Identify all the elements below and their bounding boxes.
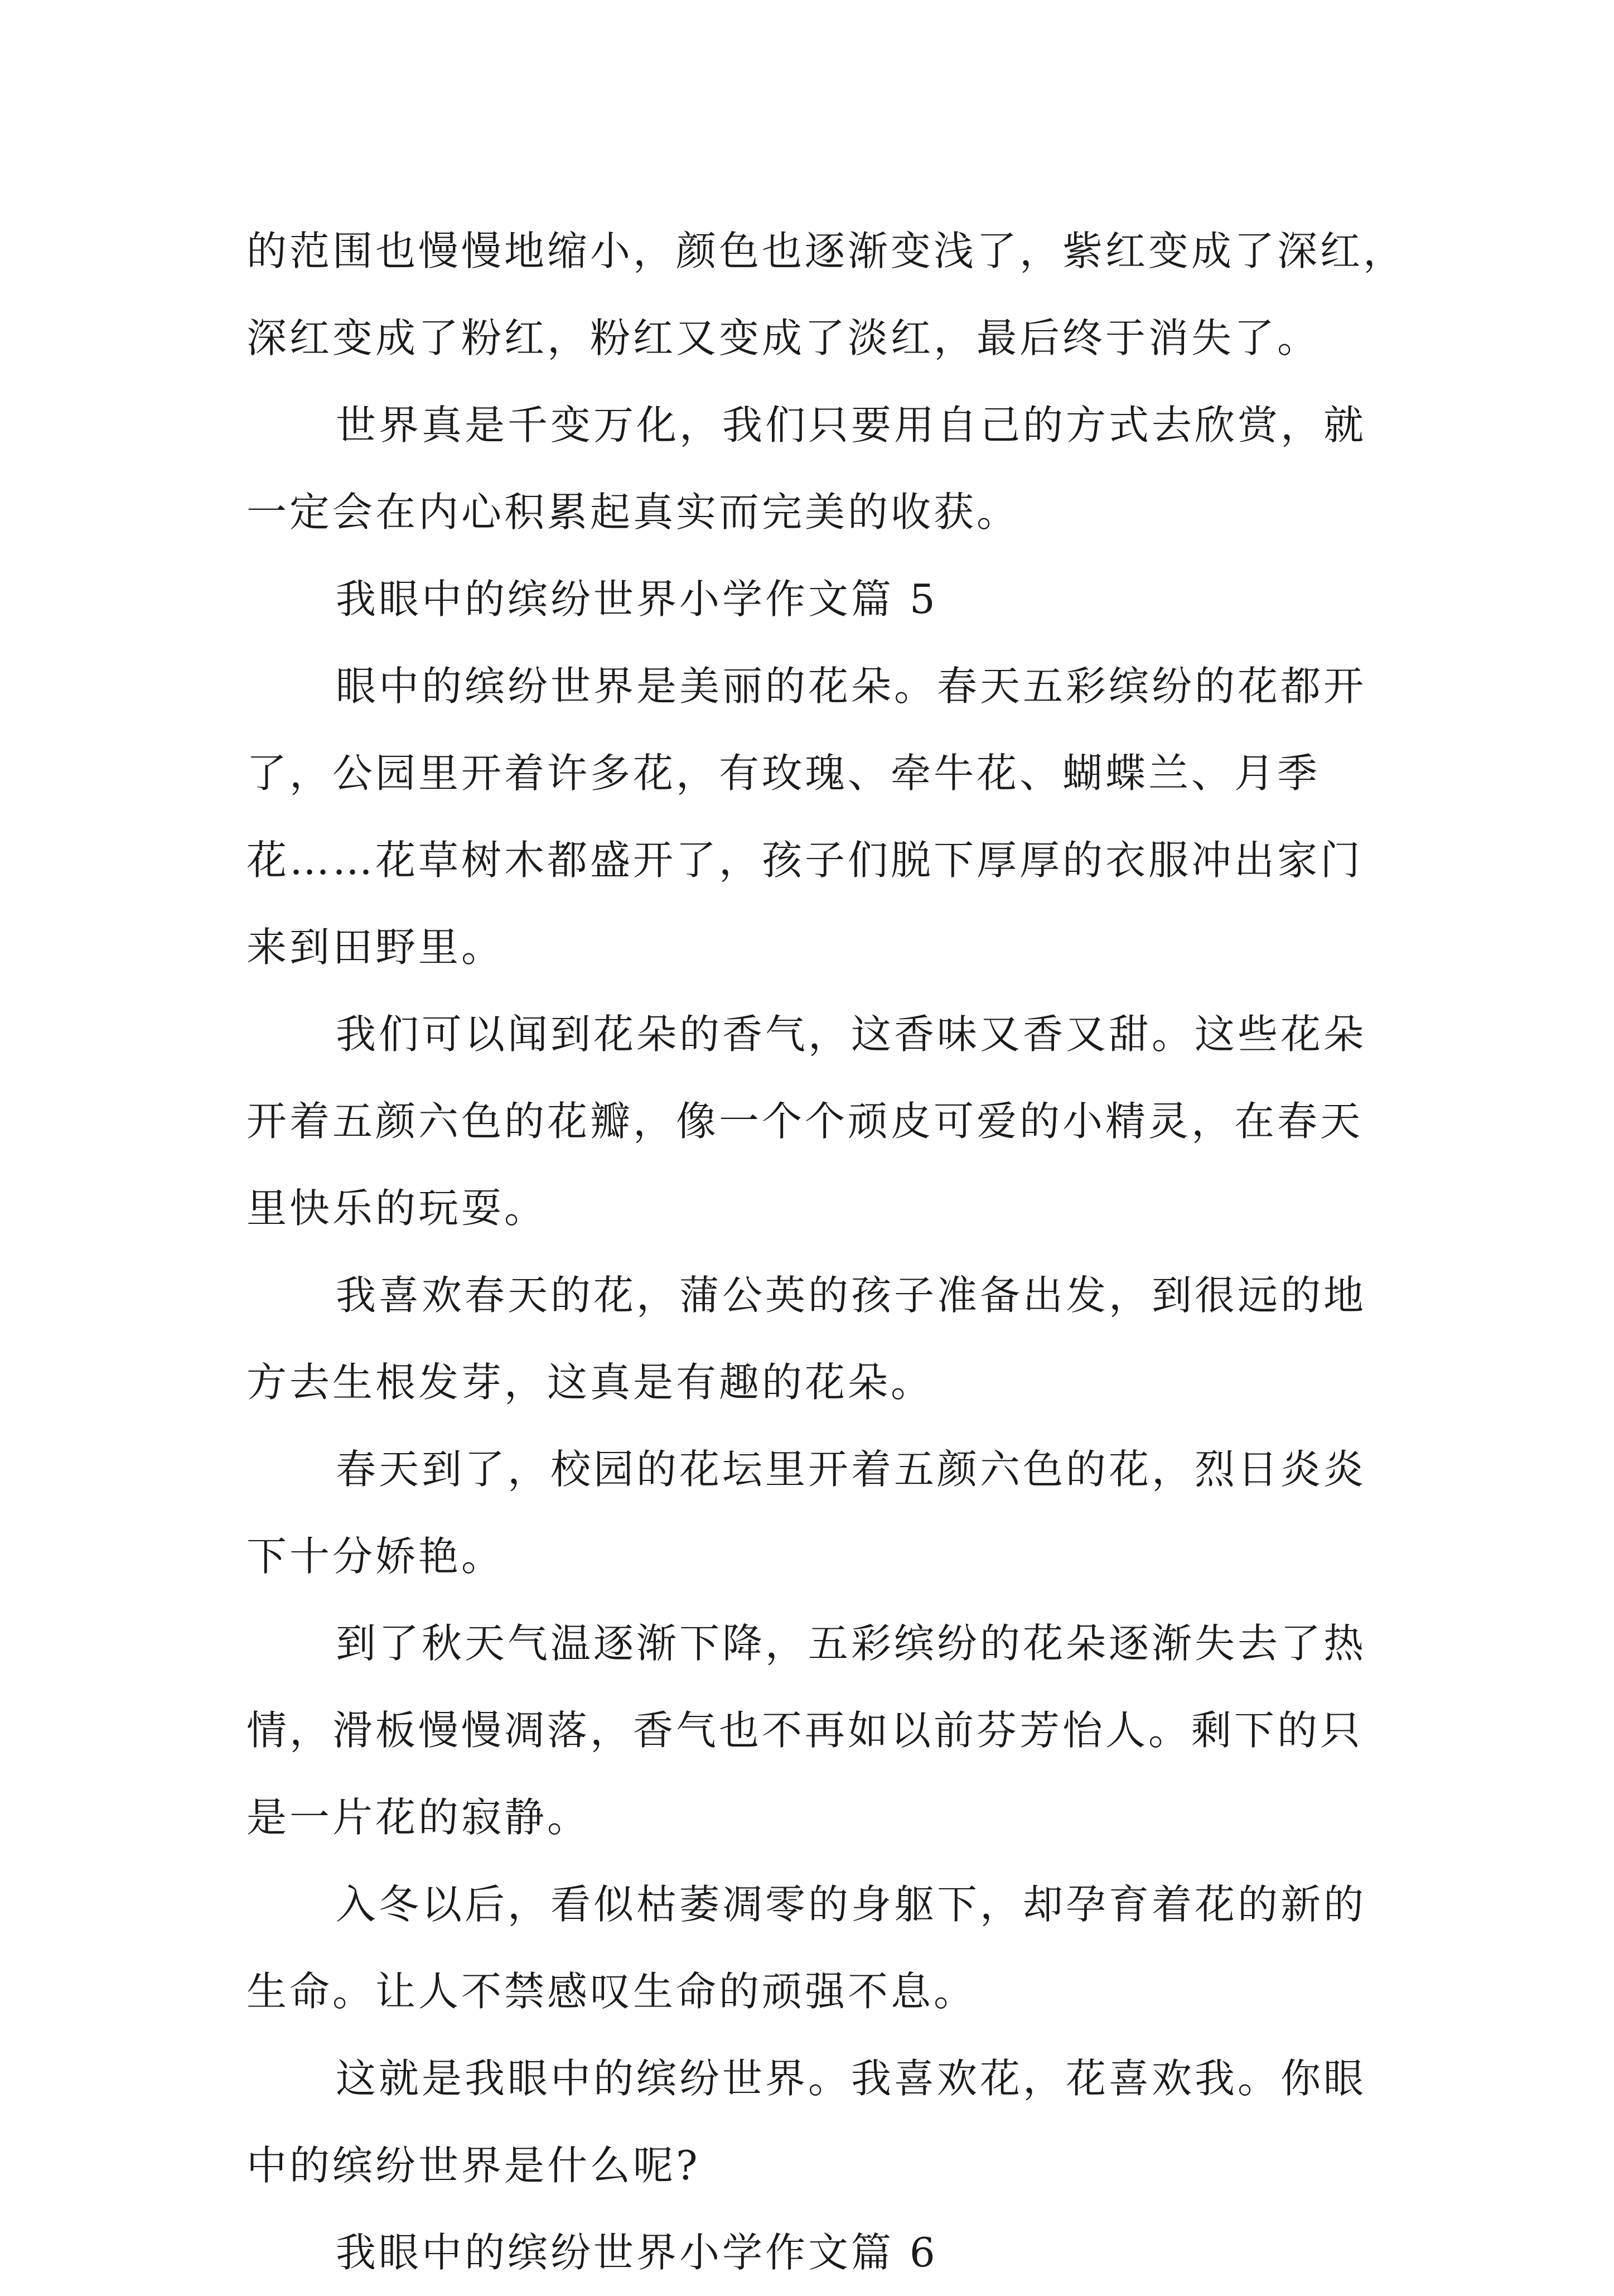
text-line: 一定会在内心积累起真实而完美的收获。 (247, 489, 1020, 536)
text-line: 来到田野里。 (247, 924, 505, 971)
text-line: 开着五颜六色的花瓣，像一个个顽皮可爱的小精灵，在春天 (247, 1098, 1364, 1145)
paragraph-continuation (247, 469, 1418, 556)
text-line: 的范围也慢慢地缩小，颜色也逐渐变浅了，紫红变成了深红， (247, 228, 1407, 274)
text-line: 了，公园里开着许多花，有玫瑰、牵牛花、蝴蝶兰、月季 (247, 750, 1321, 797)
paragraph-continuation (247, 1513, 1418, 1600)
section-heading (247, 556, 1418, 643)
text-line: 下十分娇艳。 (247, 1533, 505, 1580)
text-line: 这就是我眼中的缤纷世界。我喜欢花，花喜欢我。你眼 (336, 2055, 1367, 2102)
text-line: 世界真是千变万化，我们只要用自己的方式去欣赏，就 (336, 402, 1367, 448)
heading-text: 我眼中的缤纷世界小学作文篇 5 (336, 576, 938, 623)
heading-text: 我眼中的缤纷世界小学作文篇 6 (336, 2229, 938, 2276)
paragraph (247, 208, 1418, 382)
text-line: 花……花草树木都盛开了，孩子们脱下厚厚的衣服冲出家门 (247, 837, 1364, 884)
paragraph (247, 382, 1418, 469)
paragraph-continuation (247, 1339, 1418, 1426)
article-body (247, 208, 1418, 2296)
text-line: 我喜欢春天的花，蒲公英的孩子准备出发，到很远的地 (336, 1272, 1367, 1319)
text-line: 中的缤纷世界是什么呢? (247, 2142, 700, 2189)
paragraph (247, 1600, 1418, 1687)
paragraph-continuation (247, 2122, 1418, 2209)
paragraph (247, 1861, 1418, 1948)
text-line: 眼中的缤纷世界是美丽的花朵。春天五彩缤纷的花都开 (336, 663, 1367, 710)
paragraph-continuation (247, 1948, 1418, 2035)
text-line: 春天到了，校园的花坛里开着五颜六色的花，烈日炎炎 (336, 1446, 1367, 1493)
text-line: 情，滑板慢慢凋落，香气也不再如以前芬芳怡人。剩下的只 (247, 1707, 1364, 1754)
paragraph (247, 991, 1418, 1078)
text-line: 是一片花的寂静。 (247, 1794, 591, 1841)
text-line: 生命。让人不禁感叹生命的顽强不息。 (247, 1968, 977, 2015)
paragraph (247, 1252, 1418, 1339)
text-line: 深红变成了粉红，粉红又变成了淡红，最后终于消失了。 (247, 315, 1321, 361)
text-line: 我们可以闻到花朵的香气，这香味又香又甜。这些花朵 (336, 1011, 1367, 1058)
text-line: 方去生根发芽，这真是有趣的花朵。 (247, 1359, 934, 1406)
text-line: 入冬以后，看似枯萎凋零的身躯下，却孕育着花的新的 (336, 1881, 1367, 1928)
text-line: 到了秋天气温逐渐下降，五彩缤纷的花朵逐渐失去了热 (336, 1620, 1367, 1667)
paragraph (247, 1426, 1418, 1513)
text-line: 里快乐的玩耍。 (247, 1185, 548, 1232)
paragraph (247, 643, 1418, 730)
paragraph (247, 2035, 1418, 2122)
paragraph-continuation (247, 1687, 1418, 1861)
paragraph-continuation (247, 1078, 1418, 1252)
paragraph-continuation (247, 730, 1418, 991)
